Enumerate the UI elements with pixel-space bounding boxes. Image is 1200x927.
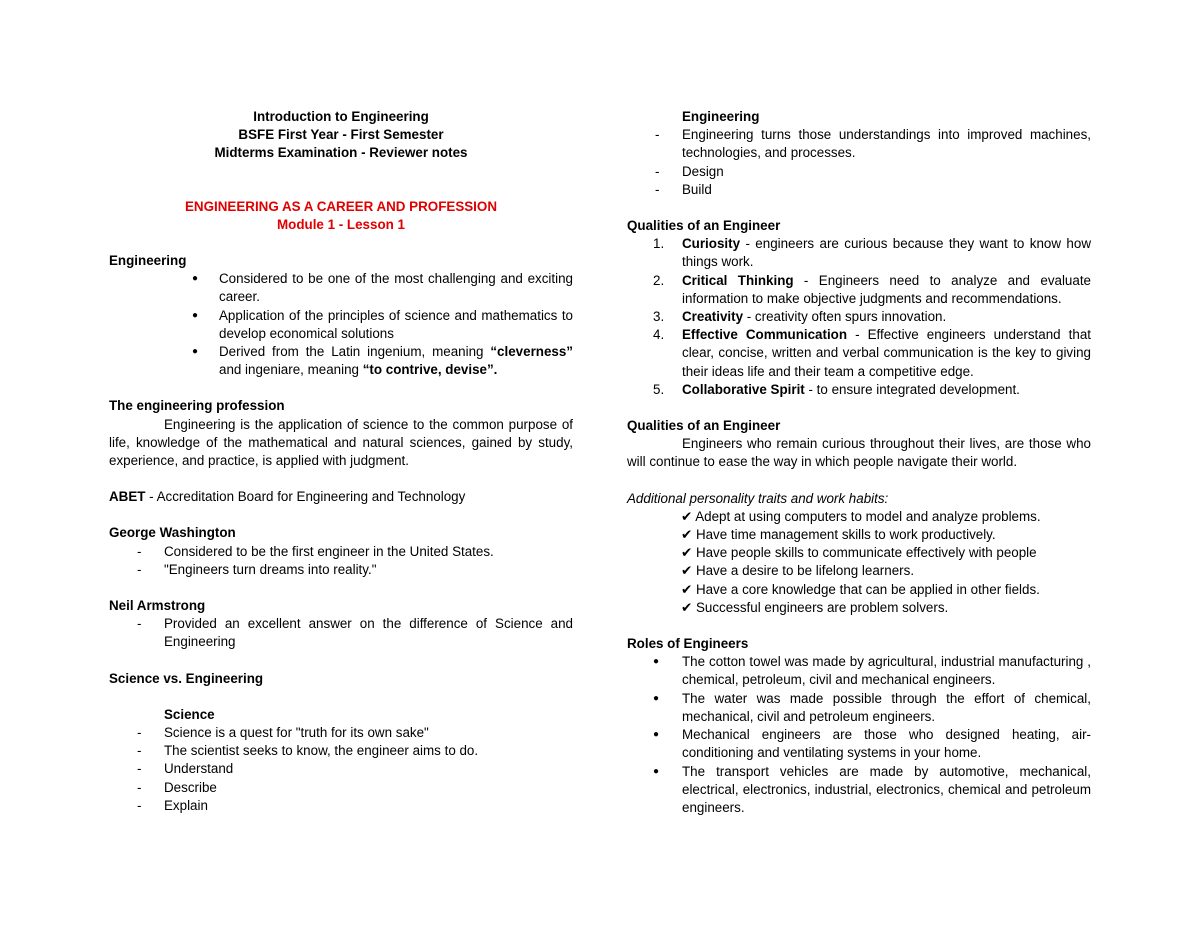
bullet-icon: ● xyxy=(653,692,660,704)
list-item: ● Derived from the Latin ingenium, meaning “cleverness” and ingeniare, meaning “to contrive, devise”. xyxy=(192,344,573,378)
qualities-list xyxy=(627,235,1091,399)
list-item: - Science is a quest for "truth for its own sake" xyxy=(164,724,573,742)
list-item: - Describe xyxy=(164,779,573,797)
bullet-icon: ● xyxy=(192,309,199,321)
doc-subtitle: BSFE First Year - First Semester xyxy=(238,127,444,143)
list-item: - "Engineers turn dreams into reality." xyxy=(164,561,573,579)
module-label: Module 1 - Lesson 1 xyxy=(277,216,405,232)
dash-icon: - xyxy=(137,561,142,577)
armstrong-heading: Neil Armstrong xyxy=(109,598,206,614)
washington-heading: George Washington xyxy=(109,525,236,541)
qualities-heading: Qualities of an Engineer xyxy=(627,218,781,234)
profession-text: Engineering is the application of science to the common purpose of life, knowledge of the mathematical and natural sciences, gained by study, experience, and practice, is applied with judgment. xyxy=(109,416,573,469)
dash-icon: - xyxy=(655,181,660,197)
science-list xyxy=(109,724,573,815)
topic-title: ENGINEERING AS A CAREER AND PROFESSION xyxy=(185,198,497,214)
dash-icon: - xyxy=(137,761,142,777)
bullet-icon: ● xyxy=(192,273,199,285)
list-item: ● Considered to be one of the most challenging and exciting career. xyxy=(192,271,573,305)
list-item: ✔ Have a desire to be lifelong learners. xyxy=(681,563,915,579)
engineering-heading: Engineering xyxy=(109,253,187,269)
list-item: - The scientist seeks to know, the engineer aims to do. xyxy=(164,742,573,760)
list-item: ● The transport vehicles are made by automotive, mechanical, electrical, electronics, industrial, electronics, chemical and petroleum engineers. xyxy=(653,763,1091,815)
dash-icon: - xyxy=(137,743,142,759)
dash-icon: - xyxy=(655,163,660,179)
dash-icon: - xyxy=(655,127,660,143)
qualities-text: Engineers who remain curious throughout their lives, are those who will continue to ease the way in which people navigate their world. xyxy=(627,436,1091,470)
list-item: ✔ Have time management skills to work productively. xyxy=(681,527,996,543)
qualities-heading-2: Qualities of an Engineer xyxy=(627,418,781,434)
doc-subtitle-2: Midterms Examination - Reviewer notes xyxy=(214,145,468,161)
engineering-subheading: Engineering xyxy=(682,109,760,124)
list-item: ✔ Adept at using computers to model and analyze problems. xyxy=(681,508,1041,524)
traits-list xyxy=(627,508,1091,617)
engineering-list xyxy=(109,270,573,379)
bullet-icon: ● xyxy=(653,656,660,668)
science-vs-heading: Science vs. Engineering xyxy=(109,670,264,686)
list-item: - Provided an excellent answer on the difference of Science and Engineering xyxy=(137,616,573,650)
bullet-icon: ● xyxy=(653,765,660,777)
list-item: 4. Effective Communication - Effective engineers understand that clear, concise, written and verbal communication is the key to giving their ideas life and their team a competitive edge. xyxy=(653,327,1091,379)
traits-heading: Additional personality traits and work habits: xyxy=(627,490,889,506)
list-item: - Design xyxy=(682,163,1091,181)
dash-icon: - xyxy=(137,797,142,813)
list-item: ✔ Have people skills to communicate effectively with people xyxy=(681,545,1037,561)
list-item: ✔ Successful engineers are problem solvers. xyxy=(681,599,949,615)
list-item: - Considered to be the first engineer in the United States. xyxy=(164,543,573,561)
abet-line: ABET - Accreditation Board for Engineering and Technology xyxy=(109,489,466,505)
left-column xyxy=(109,108,573,815)
engineering-vs-list xyxy=(627,126,1091,199)
roles-heading: Roles of Engineers xyxy=(627,636,749,652)
washington-list xyxy=(109,543,573,579)
list-item: - Build xyxy=(682,181,1091,199)
list-item: 5. Collaborative Spirit - to ensure integrated development. xyxy=(653,381,1020,397)
bullet-icon: ● xyxy=(192,346,199,358)
list-item: 2. Critical Thinking - Engineers need to analyze and evaluate information to make objective judgments and recommendations. xyxy=(653,272,1091,306)
list-item: ● Mechanical engineers are those who designed heating, air-conditioning and ventilating systems in your home. xyxy=(653,727,1091,761)
dash-icon: - xyxy=(137,725,142,741)
list-item: ● The cotton towel was made by agricultural, industrial manufacturing , chemical, petroleum, civil and mechanical engineers. xyxy=(653,654,1091,688)
list-item: - Engineering turns those understandings into improved machines, technologies, and processes. xyxy=(655,127,1091,161)
dash-icon: - xyxy=(137,779,142,795)
list-item: - Understand xyxy=(164,760,573,778)
right-column xyxy=(627,108,1091,817)
dash-icon: - xyxy=(137,616,142,632)
armstrong-list xyxy=(109,615,573,651)
roles-list xyxy=(627,653,1091,817)
list-item: 1. Curiosity - engineers are curious because they want to know how things work. xyxy=(653,236,1091,270)
doc-title: Introduction to Engineering xyxy=(253,109,429,124)
list-item: 3. Creativity - creativity often spurs innovation. xyxy=(653,309,947,325)
list-item: ● Application of the principles of science and mathematics to develop economical solutions xyxy=(192,307,573,341)
list-item: ● The water was made possible through the effort of chemical, mechanical, civil and petroleum engineers. xyxy=(653,690,1091,724)
list-item: - Explain xyxy=(164,797,573,815)
profession-heading: The engineering profession xyxy=(109,398,285,414)
science-subheading: Science xyxy=(164,706,215,722)
bullet-icon: ● xyxy=(653,729,660,741)
list-item: ✔ Have a core knowledge that can be applied in other fields. xyxy=(681,581,1040,597)
dash-icon: - xyxy=(137,543,142,559)
